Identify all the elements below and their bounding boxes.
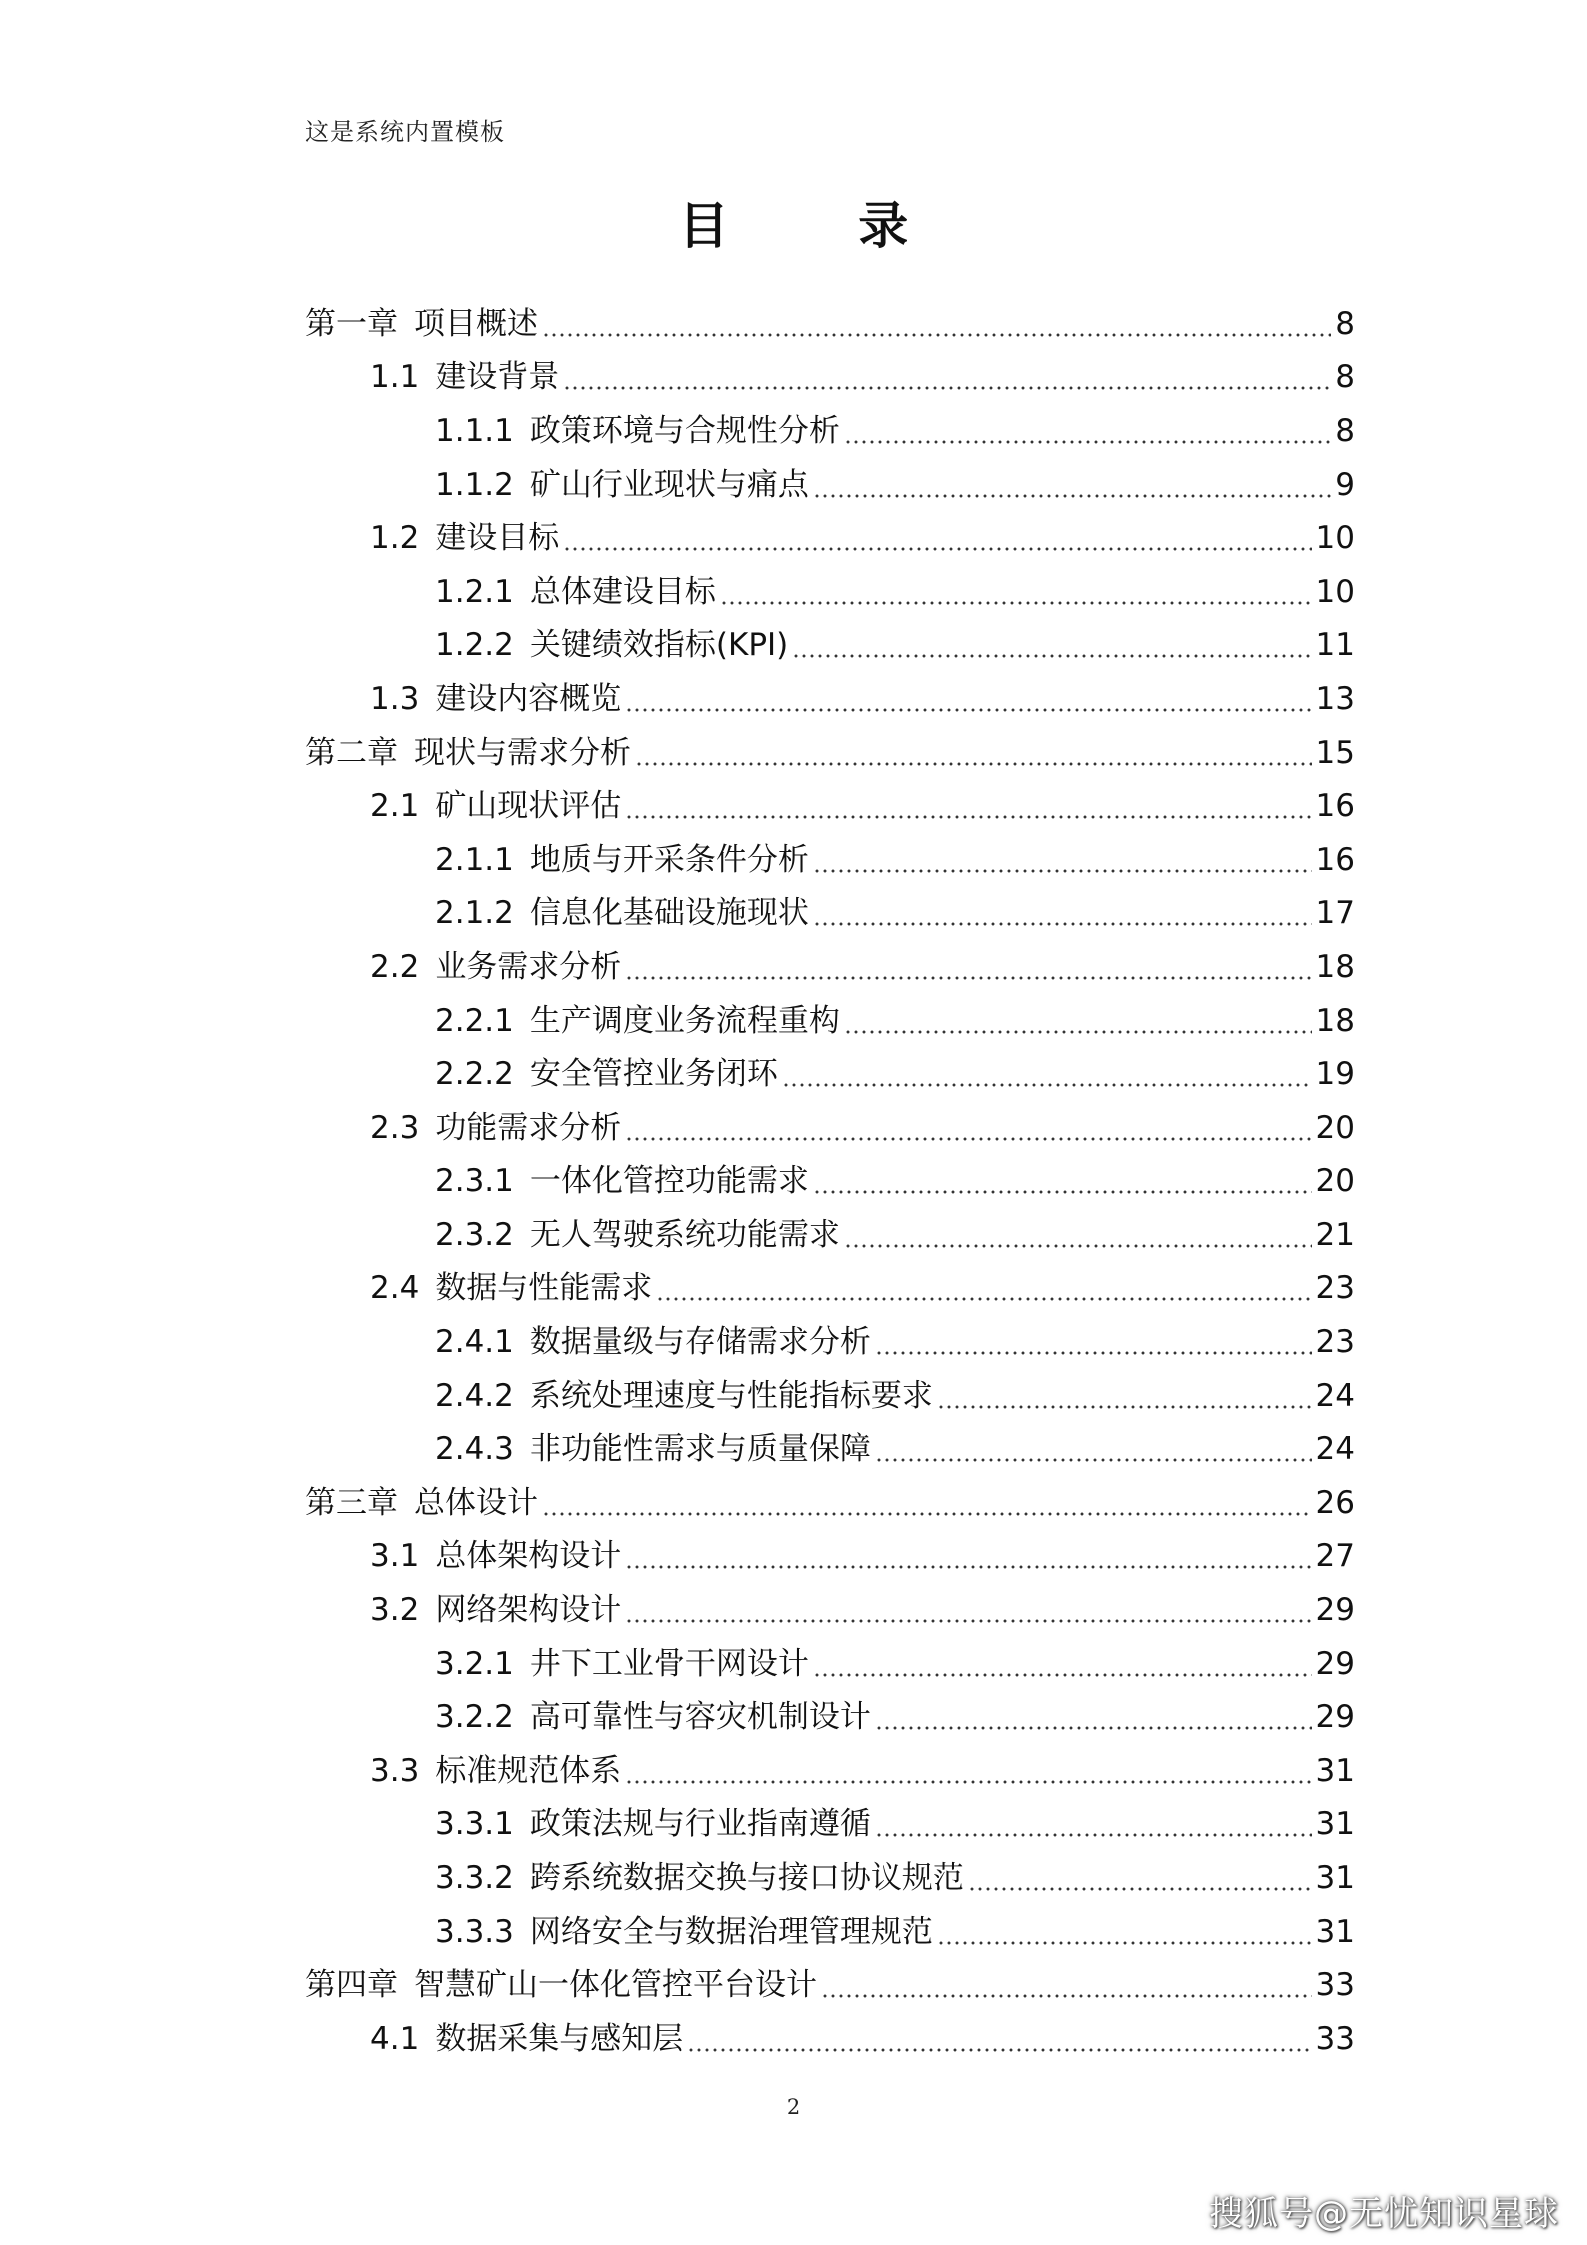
toc-entry[interactable] <box>0 1155 1587 1209</box>
toc-entry-page: 20 <box>1315 1109 1355 1146</box>
toc-entry[interactable] <box>0 1476 1587 1530</box>
toc-dot-leader <box>813 494 1331 498</box>
toc-entry[interactable] <box>0 565 1587 619</box>
toc-entry-number: 2.2.1 <box>435 1002 514 1039</box>
toc-entry-number: 3.1 <box>370 1538 420 1575</box>
toc-entry[interactable] <box>0 1798 1587 1852</box>
toc-entry-page: 31 <box>1315 1860 1355 1897</box>
toc-entry[interactable] <box>0 1208 1587 1262</box>
toc-entry-page: 16 <box>1315 788 1355 825</box>
toc-entry-number: 2.4.3 <box>435 1431 514 1468</box>
toc-entry[interactable] <box>0 726 1587 780</box>
toc-entry-number: 1.2.2 <box>435 627 514 664</box>
toc-entry-page: 19 <box>1315 1056 1355 1093</box>
toc-dot-leader <box>875 1458 1312 1462</box>
toc-entry-page: 17 <box>1315 895 1355 932</box>
toc-entry[interactable] <box>0 297 1587 351</box>
toc-entry-title: 非功能性需求与质量保障 <box>529 1431 871 1468</box>
toc-entry-number: 2.3 <box>370 1109 420 1146</box>
toc-dot-leader <box>625 815 1311 819</box>
toc-dot-leader <box>875 1726 1312 1730</box>
toc-entry-number: 2.4 <box>370 1270 420 1307</box>
toc-entry[interactable] <box>0 1744 1587 1798</box>
toc-dot-leader <box>813 922 1312 926</box>
toc-entry-page: 11 <box>1315 627 1355 664</box>
toc-entry-title: 井下工业骨干网设计 <box>529 1645 809 1682</box>
toc-entry[interactable] <box>0 833 1587 887</box>
toc-dot-leader <box>563 386 1331 390</box>
toc-dot-leader <box>720 601 1312 605</box>
toc-entry-number: 1.1.1 <box>435 412 514 449</box>
toc-entry-page: 20 <box>1315 1163 1355 1200</box>
toc-entry-page: 29 <box>1315 1645 1355 1682</box>
toc-entry[interactable] <box>0 511 1587 565</box>
toc-entry-page: 18 <box>1315 948 1355 985</box>
toc-entry[interactable] <box>0 1637 1587 1691</box>
toc-entry-page: 18 <box>1315 1002 1355 1039</box>
toc-entry[interactable] <box>0 1690 1587 1744</box>
toc-entry-title: 系统处理速度与性能指标要求 <box>529 1377 933 1414</box>
toc-entry-page: 33 <box>1315 2020 1355 2057</box>
toc-dot-leader <box>937 1405 1312 1409</box>
toc-entry[interactable] <box>0 779 1587 833</box>
toc-dot-leader <box>821 1994 1312 1998</box>
toc-dot-leader <box>813 1190 1312 1194</box>
toc-entry-number: 第二章 <box>305 734 398 771</box>
toc-entry-page: 9 <box>1335 466 1355 503</box>
toc-entry-title: 地质与开采条件分析 <box>529 841 809 878</box>
toc-entry-number: 2.4.1 <box>435 1324 514 1361</box>
toc-entry-number: 第四章 <box>305 1967 398 2004</box>
toc-entry-page: 21 <box>1315 1216 1355 1253</box>
toc-dot-leader <box>968 1887 1312 1891</box>
toc-dot-leader <box>875 1833 1312 1837</box>
toc-entry-number: 1.1.2 <box>435 466 514 503</box>
toc-entry-title: 矿山行业现状与痛点 <box>529 466 809 503</box>
toc-dot-leader <box>813 869 1312 873</box>
toc-entry-number: 第一章 <box>305 305 398 342</box>
toc-entry-page: 23 <box>1315 1270 1355 1307</box>
toc-entry[interactable] <box>0 2012 1587 2066</box>
toc-entry-number: 1.2.1 <box>435 573 514 610</box>
toc-entry[interactable] <box>0 1101 1587 1155</box>
toc-entry-page: 15 <box>1315 734 1355 771</box>
toc-entry-number: 1.1 <box>370 359 420 396</box>
page-number: 2 <box>786 2095 801 2119</box>
toc-dot-leader <box>844 1030 1312 1034</box>
toc-entry-title: 总体设计 <box>414 1484 538 1521</box>
toc-entry-page: 13 <box>1315 680 1355 717</box>
toc-entry-number: 2.1 <box>370 788 420 825</box>
toc-entry-page: 29 <box>1315 1699 1355 1736</box>
toc-entry-page: 8 <box>1335 305 1355 342</box>
toc-entry[interactable] <box>0 672 1587 726</box>
toc-entry[interactable] <box>0 994 1587 1048</box>
toc-entry-title: 关键绩效指标(KPI) <box>529 627 789 664</box>
toc-entry[interactable] <box>0 1315 1587 1369</box>
toc-entry-title: 业务需求分析 <box>435 948 622 985</box>
page-title: 目 录 <box>678 197 965 255</box>
toc-entry[interactable] <box>0 887 1587 941</box>
toc-dot-leader <box>563 547 1311 551</box>
toc-entry-title: 数据量级与存储需求分析 <box>529 1324 871 1361</box>
toc-entry-number: 第三章 <box>305 1484 398 1521</box>
toc-dot-leader <box>792 654 1311 658</box>
toc-entry[interactable] <box>0 1851 1587 1905</box>
toc-entry[interactable] <box>0 1422 1587 1476</box>
toc-entry-page: 10 <box>1315 573 1355 610</box>
toc-entry[interactable] <box>0 1583 1587 1637</box>
toc-entry[interactable] <box>0 940 1587 994</box>
table-of-contents <box>0 297 1587 2066</box>
toc-dot-leader <box>687 2048 1311 2052</box>
toc-dot-leader <box>844 440 1331 444</box>
toc-entry-title: 无人驾驶系统功能需求 <box>529 1216 840 1253</box>
toc-dot-leader <box>625 1565 1311 1569</box>
toc-entry-title: 功能需求分析 <box>435 1109 622 1146</box>
toc-entry-title: 智慧矿山一体化管控平台设计 <box>414 1967 817 2004</box>
toc-entry-title: 总体架构设计 <box>435 1538 622 1575</box>
toc-entry-page: 27 <box>1315 1538 1355 1575</box>
toc-entry-number: 2.3.1 <box>435 1163 514 1200</box>
toc-entry[interactable] <box>0 1262 1587 1316</box>
toc-entry[interactable] <box>0 1905 1587 1959</box>
toc-dot-leader <box>625 1780 1311 1784</box>
toc-entry-number: 2.1.1 <box>435 841 514 878</box>
toc-entry[interactable] <box>0 351 1587 405</box>
toc-entry-title: 安全管控业务闭环 <box>529 1056 778 1093</box>
toc-entry-title: 政策环境与合规性分析 <box>529 412 840 449</box>
toc-entry-number: 2.2 <box>370 948 420 985</box>
toc-dot-leader <box>875 1351 1312 1355</box>
toc-entry[interactable] <box>0 1530 1587 1584</box>
toc-entry-title: 项目概述 <box>414 305 538 342</box>
toc-entry-page: 26 <box>1315 1484 1355 1521</box>
toc-entry-page: 23 <box>1315 1324 1355 1361</box>
toc-dot-leader <box>844 1244 1312 1248</box>
toc-entry-title: 矿山现状评估 <box>435 788 622 825</box>
toc-entry-title: 跨系统数据交换与接口协议规范 <box>529 1860 964 1897</box>
toc-entry-number: 1.3 <box>370 680 420 717</box>
toc-entry[interactable] <box>0 619 1587 673</box>
toc-dot-leader <box>937 1941 1312 1945</box>
watermark: 搜狐号@无忧知识星球 <box>1209 2194 1559 2234</box>
toc-entry-title: 建设目标 <box>435 520 560 557</box>
toc-entry-number: 1.2 <box>370 520 420 557</box>
toc-entry-number: 3.3.3 <box>435 1913 514 1950</box>
toc-entry[interactable] <box>0 1958 1587 2012</box>
toc-entry-title: 现状与需求分析 <box>414 734 631 771</box>
toc-entry-page: 33 <box>1315 1967 1355 2004</box>
toc-entry-page: 31 <box>1315 1752 1355 1789</box>
toc-entry-page: 8 <box>1335 412 1355 449</box>
toc-entry-page: 24 <box>1315 1431 1355 1468</box>
toc-entry-page: 8 <box>1335 359 1355 396</box>
toc-entry-number: 2.3.2 <box>435 1216 514 1253</box>
toc-entry-number: 4.1 <box>370 2020 420 2057</box>
toc-entry-page: 10 <box>1315 520 1355 557</box>
toc-entry-title: 一体化管控功能需求 <box>529 1163 809 1200</box>
toc-entry[interactable] <box>0 458 1587 512</box>
toc-entry-number: 3.3 <box>370 1752 420 1789</box>
toc-dot-leader <box>625 708 1311 712</box>
toc-entry-title: 政策法规与行业指南遵循 <box>529 1806 871 1843</box>
toc-entry[interactable] <box>0 1369 1587 1423</box>
toc-entry-title: 建设背景 <box>435 359 560 396</box>
toc-entry-title: 网络架构设计 <box>435 1592 622 1629</box>
toc-entry-number: 3.2.1 <box>435 1645 514 1682</box>
toc-entry-page: 29 <box>1315 1592 1355 1629</box>
toc-dot-leader <box>813 1673 1312 1677</box>
toc-entry-number: 2.4.2 <box>435 1377 514 1414</box>
toc-entry-number: 3.2 <box>370 1592 420 1629</box>
toc-dot-leader <box>635 762 1312 766</box>
toc-dot-leader <box>782 1083 1312 1087</box>
toc-entry-title: 生产调度业务流程重构 <box>529 1002 840 1039</box>
toc-dot-leader <box>625 976 1311 980</box>
toc-entry-page: 16 <box>1315 841 1355 878</box>
toc-entry-title: 数据采集与感知层 <box>435 2020 684 2057</box>
toc-dot-leader <box>542 333 1331 337</box>
toc-entry-title: 总体建设目标 <box>529 573 716 610</box>
toc-entry-title: 标准规范体系 <box>435 1752 622 1789</box>
toc-entry[interactable] <box>0 1047 1587 1101</box>
toc-entry-page: 31 <box>1315 1913 1355 1950</box>
toc-entry-page: 31 <box>1315 1806 1355 1843</box>
toc-entry-title: 信息化基础设施现状 <box>529 895 809 932</box>
toc-dot-leader <box>625 1137 1311 1141</box>
toc-dot-leader <box>542 1512 1312 1516</box>
toc-entry[interactable] <box>0 404 1587 458</box>
header-note: 这是系统内置模板 <box>305 118 505 146</box>
toc-dot-leader <box>625 1619 1311 1623</box>
toc-dot-leader <box>656 1297 1311 1301</box>
toc-entry-number: 3.3.1 <box>435 1806 514 1843</box>
toc-entry-title: 高可靠性与容灾机制设计 <box>529 1699 871 1736</box>
toc-entry-number: 2.2.2 <box>435 1056 514 1093</box>
toc-entry-number: 2.1.2 <box>435 895 514 932</box>
toc-entry-page: 24 <box>1315 1377 1355 1414</box>
toc-entry-number: 3.2.2 <box>435 1699 514 1736</box>
toc-entry-number: 3.3.2 <box>435 1860 514 1897</box>
toc-entry-title: 网络安全与数据治理管理规范 <box>529 1913 933 1950</box>
toc-entry-title: 数据与性能需求 <box>435 1270 653 1307</box>
toc-entry-title: 建设内容概览 <box>435 680 622 717</box>
